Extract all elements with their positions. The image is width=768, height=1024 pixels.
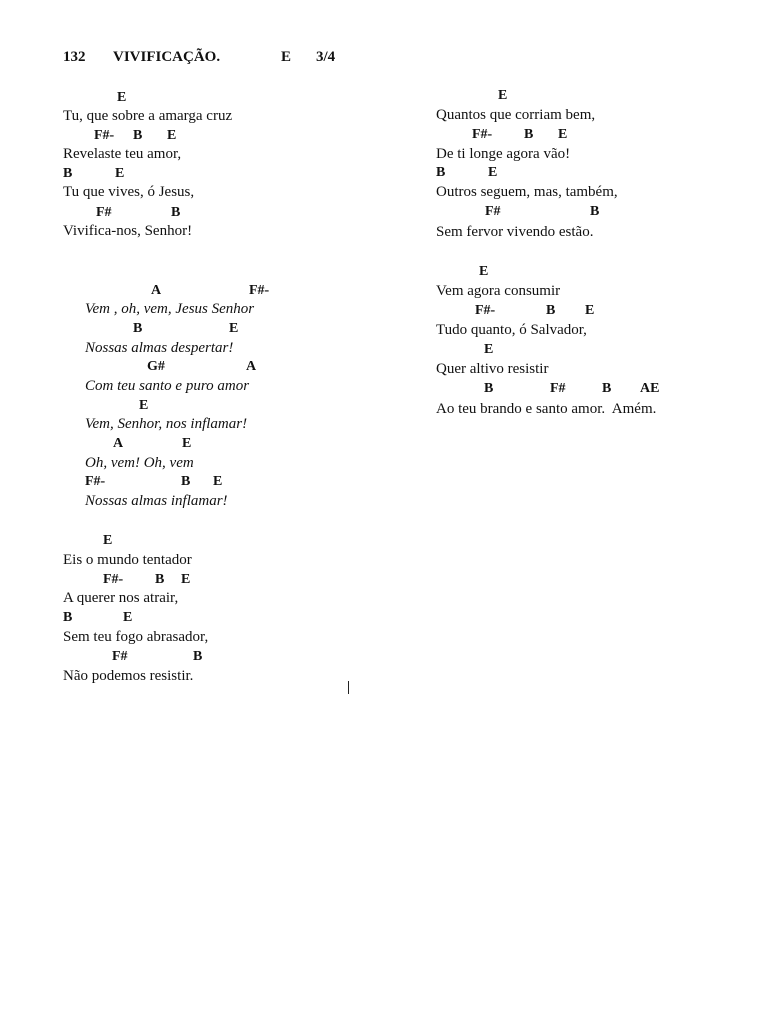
song-number: 132 (63, 49, 86, 65)
chord: F#- (472, 127, 493, 142)
chord: F# (96, 205, 112, 220)
chord: E (123, 610, 133, 625)
song-time-signature: 3/4 (316, 49, 336, 65)
chord: B (133, 321, 143, 336)
chord: A (246, 359, 257, 374)
chord: E (213, 474, 223, 489)
chord: E (488, 165, 498, 180)
lyric-line: A querer nos atrair, (63, 590, 179, 606)
lyric-line: Ao teu brando e santo amor. Amém. (436, 401, 657, 417)
chord: E (484, 342, 494, 357)
chord: F#- (94, 128, 115, 143)
lyric-line: Vem , oh, vem, Jesus Senhor (85, 301, 255, 317)
chord: B (484, 381, 494, 396)
chord: E (585, 303, 595, 318)
song-key: E (281, 49, 292, 65)
chord: E (139, 398, 149, 413)
chord: G# (147, 359, 165, 374)
lyric-line: Tudo quanto, ó Salvador, (436, 322, 587, 338)
lyric-line: Nossas almas inflamar! (85, 493, 228, 509)
chord: F#- (249, 283, 270, 298)
chord: E (115, 166, 125, 181)
lyric-line: Outros seguem, mas, também, (436, 184, 618, 200)
chord: E (558, 127, 568, 142)
chord: B (546, 303, 556, 318)
lyric-line: De ti longe agora vão! (436, 146, 571, 162)
lyric-line: Quer altivo resistir (436, 361, 549, 377)
lyric-line: Revelaste teu amor, (63, 146, 182, 162)
chord: B (181, 474, 191, 489)
lyric-line: Quantos que corriam bem, (436, 107, 596, 123)
lyric-line: Vivifica-nos, Senhor! (63, 223, 193, 239)
chord: E (182, 436, 192, 451)
chord: B (63, 166, 73, 181)
chord: E (117, 90, 127, 105)
lyric-line: Nossas almas despertar! (85, 340, 234, 356)
chord: A (113, 436, 124, 451)
chord: F# (550, 381, 566, 396)
chord: E (181, 572, 191, 587)
chord: F#- (475, 303, 496, 318)
song-title: VIVIFICAÇÃO. (113, 49, 221, 65)
lyric-line: Eis o mundo tentador (63, 552, 192, 568)
lyric-line: Oh, vem! Oh, vem (85, 455, 194, 471)
chord: B (133, 128, 143, 143)
chord: E (498, 88, 508, 103)
chord: F#- (85, 474, 106, 489)
lyric-line: Sem teu fogo abrasador, (63, 629, 209, 645)
lyric-line: Sem fervor vivendo estão. (436, 224, 594, 240)
chord: B (590, 204, 600, 219)
chord: E (479, 264, 489, 279)
chord: A (151, 283, 162, 298)
lyric-line: Tu, que sobre a amarga cruz (63, 108, 233, 124)
chord: E (103, 533, 113, 548)
chord: AE (640, 381, 660, 396)
chord: B (63, 610, 73, 625)
chord: B (193, 649, 203, 664)
lyric-line: Vem, Senhor, nos inflamar! (85, 416, 248, 432)
lyric-line: Tu que vives, ó Jesus, (63, 184, 195, 200)
chord: E (229, 321, 239, 336)
chord: F# (485, 204, 501, 219)
text-cursor-mark (348, 681, 349, 694)
chord: B (436, 165, 446, 180)
chord: B (155, 572, 165, 587)
lyric-line: Não podemos resistir. (63, 668, 194, 684)
chord: B (524, 127, 534, 142)
lyric-line: Vem agora consumir (436, 283, 561, 299)
chord: B (602, 381, 612, 396)
chord: F#- (103, 572, 124, 587)
lyric-line: Com teu santo e puro amor (85, 378, 250, 394)
chord: E (167, 128, 177, 143)
chord: B (171, 205, 181, 220)
chord: F# (112, 649, 128, 664)
